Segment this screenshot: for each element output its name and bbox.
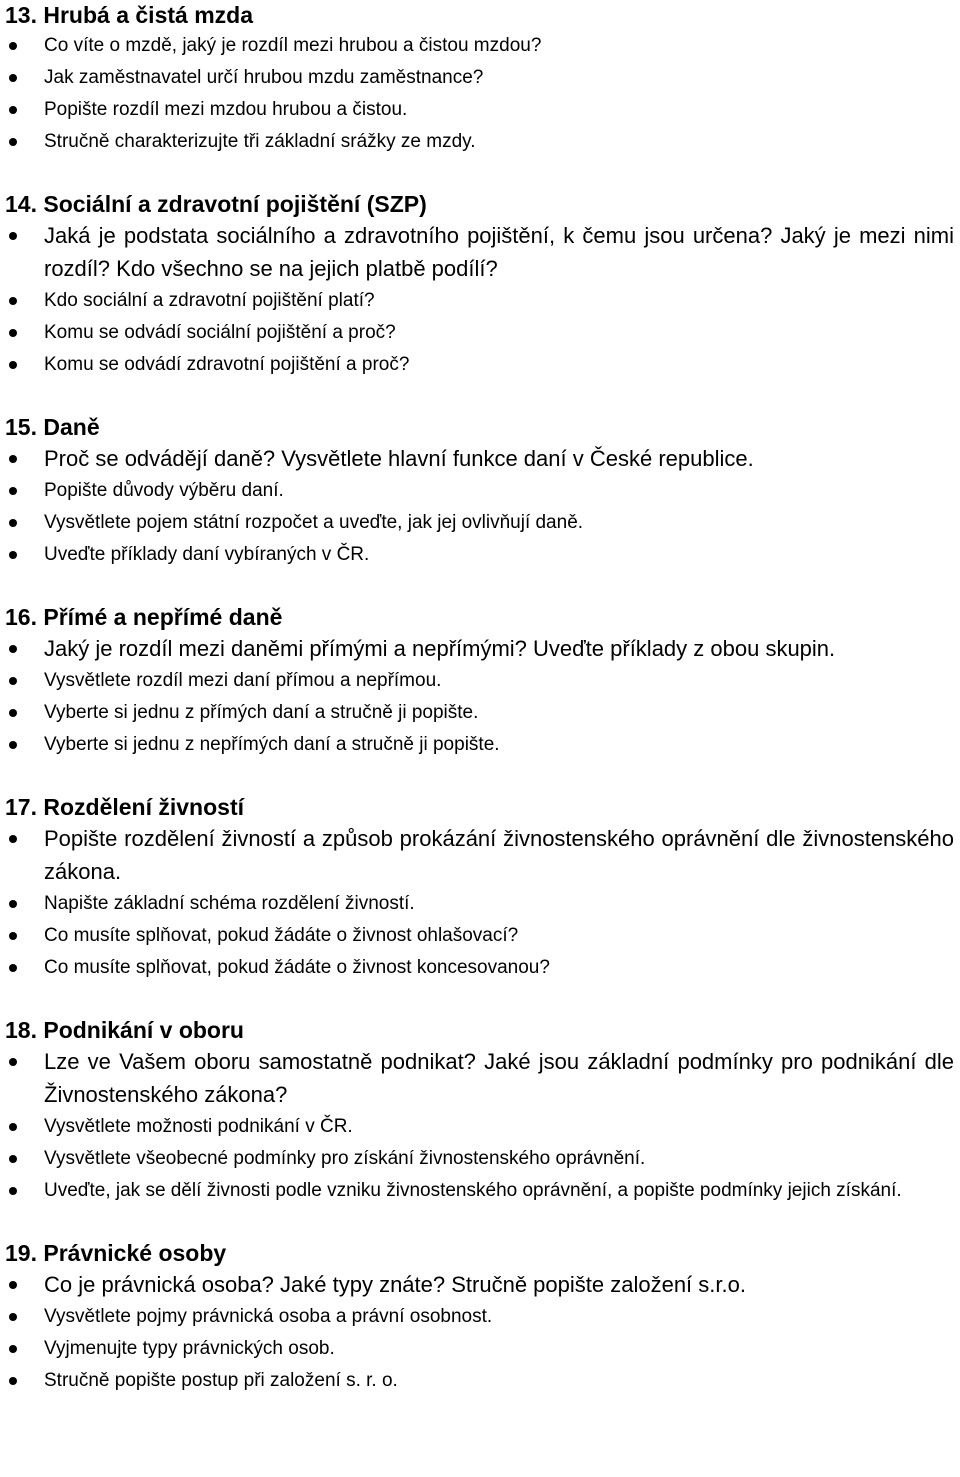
list-item: [5, 1143, 954, 1175]
bullet-icon: [9, 519, 17, 527]
question-text: Stručně charakterizujte tři základní srážky ze mzdy.: [44, 131, 476, 152]
list-item: [5, 94, 954, 126]
question-list: [5, 1045, 954, 1207]
list-item: [5, 539, 954, 571]
bullet-icon: [9, 677, 17, 685]
bullet-icon: [9, 74, 17, 82]
list-item: [5, 665, 954, 697]
list-item: [5, 1175, 954, 1207]
bullet-icon: [9, 551, 17, 559]
bullet-icon: [9, 900, 17, 908]
question-text: Vysvětlete možnosti podnikání v ČR.: [44, 1116, 353, 1137]
bullet-icon: [9, 1123, 17, 1131]
bullet-icon: [9, 106, 17, 114]
section-18: [5, 1015, 954, 1207]
section-heading: 18. Podnikání v oboru: [5, 1017, 244, 1043]
question-list: [5, 632, 954, 761]
list-item: [5, 920, 954, 952]
question-text: Vysvětlete všeobecné podmínky pro získání živnostenského oprávnění.: [44, 1148, 646, 1169]
question-text: Napište základní schéma rozdělení živností.: [44, 893, 415, 914]
list-item: [5, 1301, 954, 1333]
bullet-icon: [9, 138, 17, 146]
section-16: [5, 602, 954, 761]
question-text: Jak zaměstnavatel určí hrubou mzdu zaměstnance?: [44, 67, 484, 88]
section-heading: 19. Právnické osoby: [5, 1240, 227, 1266]
list-item: [5, 888, 954, 920]
question-text: Proč se odvádějí daně? Vysvětlete hlavní funkce daní v České republice.: [44, 446, 754, 471]
question-text: Vyberte si jednu z přímých daní a stručně ji popište.: [44, 702, 479, 723]
question-text: Lze ve Vašem oboru samostatně podnikat? Jaké jsou základní podmínky pro podnikání dle Živnostenského zákona?: [44, 1049, 954, 1107]
question-text: Jaká je podstata sociálního a zdravotního pojištění, k čemu jsou určena? Jaký je mezi nimi rozdíl? Kdo všechno se na jejich platbě podílí?: [44, 223, 954, 281]
question-text: Vysvětlete rozdíl mezi daní přímou a nepřímou.: [44, 670, 442, 691]
section-14: [5, 189, 954, 381]
bullet-icon: [9, 1281, 17, 1289]
bullet-icon: [9, 42, 17, 50]
list-item: [5, 1333, 954, 1365]
list-item: [5, 1045, 954, 1111]
list-item: [5, 697, 954, 729]
list-item: [5, 952, 954, 984]
bullet-icon: [9, 1345, 17, 1353]
question-text: Co musíte splňovat, pokud žádáte o živnost ohlašovací?: [44, 925, 519, 946]
list-item: [5, 822, 954, 888]
question-text: Vysvětlete pojem státní rozpočet a uveďte, jak jej ovlivňují daně.: [44, 512, 584, 533]
question-text: Co je právnická osoba? Jaké typy znáte? Stručně popište založení s.r.o.: [44, 1272, 746, 1297]
question-text: Popište důvody výběru daní.: [44, 480, 284, 501]
bullet-icon: [9, 964, 17, 972]
section-heading: 15. Daně: [5, 414, 100, 440]
section-13: [5, 0, 954, 158]
bullet-icon: [9, 1187, 17, 1195]
bullet-icon: [9, 1058, 17, 1066]
list-item: [5, 219, 954, 285]
section-17: [5, 792, 954, 984]
list-item: [5, 349, 954, 381]
question-list: [5, 822, 954, 984]
question-text: Komu se odvádí zdravotní pojištění a proč?: [44, 354, 410, 375]
question-text: Jaký je rozdíl mezi daněmi přímými a nepřímými? Uveďte příklady z obou skupin.: [44, 636, 836, 661]
list-item: [5, 632, 954, 665]
question-text: Vysvětlete pojmy právnická osoba a právní osobnost.: [44, 1306, 493, 1327]
bullet-icon: [9, 1313, 17, 1321]
question-text: Vyjmenujte typy právnických osob.: [44, 1338, 335, 1359]
bullet-icon: [9, 932, 17, 940]
question-text: Popište rozdíl mezi mzdou hrubou a čistou.: [44, 99, 408, 120]
bullet-icon: [9, 1155, 17, 1163]
list-item: [5, 729, 954, 761]
list-item: [5, 475, 954, 507]
list-item: [5, 317, 954, 349]
section-heading: 16. Přímé a nepřímé daně: [5, 604, 283, 630]
question-text: Popište rozdělení živností a způsob prokázání živnostenského oprávnění dle živnostenského zákona.: [44, 826, 954, 884]
question-text: Uveďte, jak se dělí živnosti podle vzniku živnostenského oprávnění, a popište podmínky jejich získání.: [44, 1180, 902, 1201]
list-item: [5, 126, 954, 158]
list-item: [5, 1111, 954, 1143]
list-item: [5, 442, 954, 475]
bullet-icon: [9, 361, 17, 369]
list-item: [5, 285, 954, 317]
section-heading: 13. Hrubá a čistá mzda: [5, 2, 253, 28]
bullet-icon: [9, 455, 17, 463]
question-text: Co musíte splňovat, pokud žádáte o živnost koncesovanou?: [44, 957, 550, 978]
question-list: [5, 442, 954, 571]
section-heading: 14. Sociální a zdravotní pojištění (SZP): [5, 191, 427, 217]
list-item: [5, 30, 954, 62]
bullet-icon: [9, 835, 17, 843]
question-text: Kdo sociální a zdravotní pojištění platí?: [44, 290, 375, 311]
section-heading: 17. Rozdělení živností: [5, 794, 244, 820]
question-list: [5, 30, 954, 158]
question-list: [5, 219, 954, 381]
section-15: [5, 412, 954, 571]
bullet-icon: [9, 1377, 17, 1385]
bullet-icon: [9, 297, 17, 305]
question-text: Co víte o mzdě, jaký je rozdíl mezi hrubou a čistou mzdou?: [44, 35, 542, 56]
bullet-icon: [9, 487, 17, 495]
question-text: Stručně popište postup při založení s. r. o.: [44, 1370, 398, 1391]
section-19: [5, 1238, 954, 1397]
bullet-icon: [9, 709, 17, 717]
bullet-icon: [9, 645, 17, 653]
bullet-icon: [9, 329, 17, 337]
bullet-icon: [9, 741, 17, 749]
question-text: Vyberte si jednu z nepřímých daní a stručně ji popište.: [44, 734, 500, 755]
question-text: Komu se odvádí sociální pojištění a proč?: [44, 322, 396, 343]
list-item: [5, 1268, 954, 1301]
question-list: [5, 1268, 954, 1397]
bullet-icon: [9, 232, 17, 240]
question-text: Uveďte příklady daní vybíraných v ČR.: [44, 544, 370, 565]
list-item: [5, 62, 954, 94]
list-item: [5, 507, 954, 539]
list-item: [5, 1365, 954, 1397]
